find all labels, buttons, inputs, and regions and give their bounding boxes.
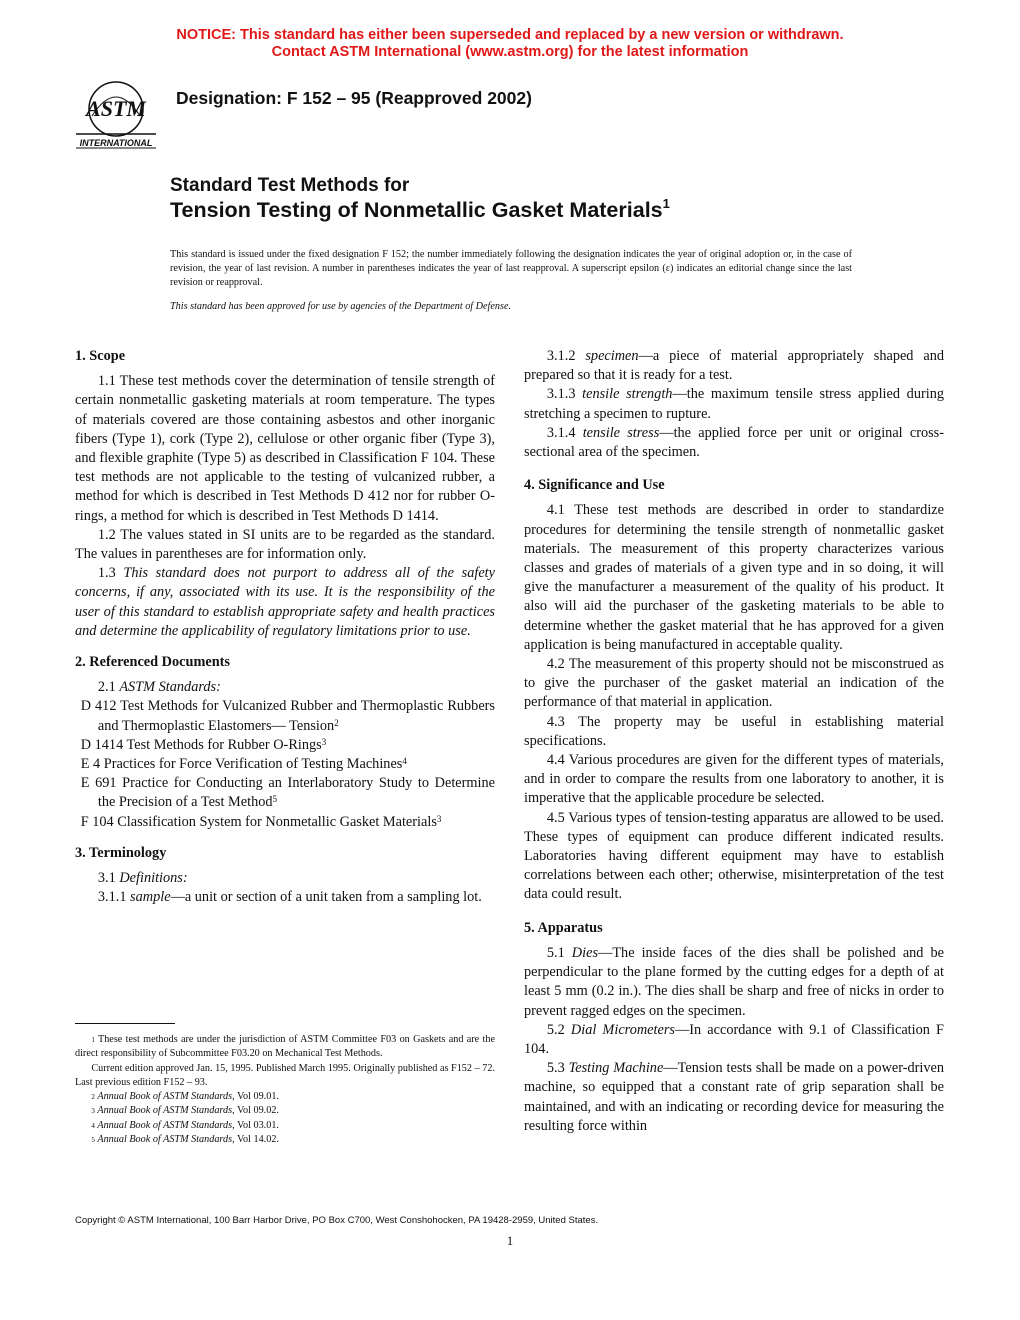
book-vol: , Vol 03.01.	[232, 1119, 279, 1131]
withdrawal-notice	[0, 27, 1020, 61]
footnote-book	[75, 1119, 495, 1133]
footnote-rule	[75, 1023, 175, 1024]
designation: Designation: F 152 – 95 (Reapproved 2002)	[176, 88, 532, 108]
notice-line-2: Contact ASTM International (www.astm.org) for the latest information	[271, 44, 749, 60]
book-vol: , Vol 09.02.	[232, 1105, 279, 1117]
footnote-mark: 3	[91, 1107, 95, 1116]
ref-text: E 691 Practice for Conducting an Interlaboratory Study to Determine the Precision of a Test Method	[80, 775, 495, 811]
ref-item	[75, 813, 495, 832]
book-vol: , Vol 09.01.	[232, 1091, 279, 1103]
footnote-edition: Current edition approved Jan. 15, 1995. Published March 1995. Originally published as F152 – 72. Last previous edition F152 – 93.	[75, 1062, 495, 1088]
apparatus-num: 5.2	[546, 1021, 565, 1038]
book-label: Annual Book of ASTM Standards	[97, 1119, 233, 1131]
definitions-sub-num: 3.1	[97, 870, 116, 887]
ref-sup: 5	[272, 794, 278, 805]
book-label: Annual Book of ASTM Standards	[97, 1105, 233, 1117]
ref-sup: 4	[402, 756, 407, 767]
apparatus-num: 5.1	[546, 944, 565, 961]
definition-num: 3.1.4	[546, 424, 576, 441]
notice-line-1: NOTICE: This standard has either been superseded and replaced by a new version or withdrawn.	[176, 27, 844, 43]
definition-item	[75, 888, 495, 907]
astm-logo	[72, 76, 160, 150]
definition-item	[524, 347, 944, 385]
page-number: 1	[506, 1233, 514, 1248]
logo-word: ASTM	[86, 96, 146, 121]
paragraph-1-2: 1.2 The values stated in SI units are to be regarded as the standard. The values in parentheses are for information only.	[75, 526, 495, 563]
ref-item	[75, 774, 495, 812]
section-heading-terminology: 3. Terminology	[75, 844, 167, 861]
footnote-mark: 5	[91, 1136, 95, 1145]
ref-sup: 2	[334, 717, 339, 728]
definitions-sub	[75, 869, 495, 888]
ref-text: F 104 Classification System for Nonmetallic Gasket Materials	[80, 813, 437, 830]
left-column	[75, 347, 495, 907]
book-label: Annual Book of ASTM Standards	[97, 1091, 233, 1103]
apparatus-item	[524, 1021, 944, 1059]
section-heading-apparatus: 5. Apparatus	[524, 919, 603, 936]
title-text: Tension Testing of Nonmetallic Gasket Materials	[170, 198, 663, 222]
apparatus-text: —Tension tests shall be made on a power-driven machine, so equipped that a constant rate of grip separation shall be maintained, and with an indicating or recording device for measuring the resulting force within	[524, 1060, 944, 1134]
footnotes	[75, 1033, 495, 1147]
apparatus-term: Dies	[571, 944, 599, 961]
definition-text: —the maximum tensile stress applied during stretching a specimen to rupture.	[524, 386, 945, 422]
definition-item	[524, 385, 944, 423]
definition-term: sample	[130, 889, 171, 906]
footnote-mark: 4	[91, 1121, 95, 1130]
definition-num: 3.1.2	[546, 348, 576, 364]
refs-sub	[75, 678, 495, 697]
ref-text: D 412 Test Methods for Vulcanized Rubber and Thermoplastic Rubbers and Thermoplastic Elastomers— Tension	[80, 698, 495, 734]
paragraph-1-3	[75, 564, 495, 641]
title-line-2	[170, 198, 670, 223]
ref-text: D 1414 Test Methods for Rubber O-Rings	[80, 736, 322, 753]
paragraph-1-3-num: 1.3	[97, 565, 116, 582]
refs-sub-num: 2.1	[97, 679, 116, 696]
right-column	[524, 347, 944, 1136]
paragraph-4-3: 4.3 The property may be useful in establishing material specifications.	[524, 713, 944, 749]
ref-text: E 4 Practices for Force Verification of Testing Machines	[80, 756, 403, 773]
ref-sup: 3	[436, 813, 442, 824]
ref-sup: 3	[321, 736, 327, 747]
definition-num: 3.1.3	[546, 386, 576, 403]
section-heading-scope: 1. Scope	[75, 348, 126, 364]
footnote-book	[75, 1104, 495, 1118]
definition-text: —a piece of material appropriately shaped and prepared so that it is ready for a test.	[524, 348, 944, 384]
footnote-1	[75, 1033, 495, 1062]
apparatus-text: —The inside faces of the dies shall be polished and be perpendicular to the plane formed by the cutting edges for a depth of at least 5 mm (0.2 in.). The dies shall be sharp and free of nicks in order to prevent ragged edges on the specimen.	[524, 944, 944, 1019]
paragraph-1-1: 1.1 These test methods cover the determination of tensile strength of certain nonmetallic gasketing materials at room temperature. The types of materials covered are those containing asbestos and other inorganic fibers (Type 1), cork (Type 2), cellulose or other organic fiber (Type 3), and flexible graphite (Type 5) as described in Classification F 104. These test methods are not applicable to the testing of vulcanized rubber, a method for which is described in Test Methods D 412 nor for rubber O-rings, a method for which is described in Test Methods D 1414.	[75, 373, 495, 524]
issue-note: This standard is issued under the fixed designation F 152; the number immediately following the designation indicates the year of original adoption or, in the case of revision, the year of last revision. A number in parentheses indicates the year of last reapproval. A superscript epsilon (ε) indicates an editorial change since the last revision or reapproval.	[170, 249, 852, 288]
title-line-1: Standard Test Methods for	[170, 175, 410, 196]
footnote-mark: 2	[91, 1093, 95, 1102]
footnote-book	[75, 1133, 495, 1147]
approval-note: This standard has been approved for use by agencies of the Department of Defense.	[170, 301, 512, 312]
apparatus-term: Testing Machine	[568, 1060, 664, 1077]
paragraph-4-1: 4.1 These test methods are described in order to standardize procedures for determining the tensile strength of nonmetallic gasket materials. The measurement of this property characterizes various classes and grades of materials of a given type and in so doing, it will give the manufacturer a measurement of the quality of his product. It also will aid the purchaser of the gasketing materials to be able to determine whether the gasket material that he has approved for a given application is being manufactured in acceptable quality.	[524, 502, 944, 653]
footnote-mark: 1	[91, 1036, 95, 1044]
ref-item	[75, 736, 495, 755]
book-vol: , Vol 14.02.	[232, 1134, 279, 1146]
definition-num: 3.1.1	[97, 889, 127, 906]
section-heading-refs: 2. Referenced Documents	[75, 654, 230, 671]
section-heading-significance: 4. Significance and Use	[524, 477, 665, 494]
refs-sub-label: ASTM Standards:	[119, 679, 221, 696]
definition-text: —the applied force per unit or original cross-sectional area of the specimen.	[524, 424, 944, 461]
definition-term: tensile stress	[582, 424, 660, 441]
ref-item	[75, 697, 495, 735]
title-footnote-mark: 1	[662, 196, 670, 211]
logo-sub: INTERNATIONAL	[79, 138, 153, 148]
apparatus-item	[524, 944, 944, 1021]
definition-item	[524, 424, 944, 462]
ref-item	[75, 755, 495, 774]
apparatus-item	[524, 1059, 944, 1136]
definition-term: tensile strength	[582, 386, 673, 403]
apparatus-term: Dial Micrometers	[570, 1021, 675, 1038]
definition-text: —a unit or section of a unit taken from a sampling lot.	[170, 889, 482, 906]
book-label: Annual Book of ASTM Standards	[97, 1134, 233, 1146]
apparatus-text: —In accordance with 9.1 of Classification F 104.	[524, 1021, 944, 1057]
paragraph-4-4: 4.4 Various procedures are given for the different types of materials, and in order to compare the results from one laboratory to another, it is imperative that the applicable procedure be selected.	[524, 752, 944, 807]
definitions-sub-label: Definitions:	[119, 870, 188, 887]
footnote-book	[75, 1090, 495, 1104]
safety-caveat: This standard does not purport to address all of the safety concerns, if any, associated with its use. It is the responsibility of the user of this standard to establish appropriate safety and health practices and determine the applicability of regulatory limitations prior to use.	[75, 565, 495, 639]
definition-term: specimen	[585, 348, 639, 364]
paragraph-4-5: 4.5 Various types of tension-testing apparatus are allowed to be used. These types of equipment can produce different indicated results. Laboratories having different equipment may have to establish correlations between each other; otherwise, misinterpretation of the test data could result.	[524, 809, 944, 903]
paragraph-4-2: 4.2 The measurement of this property should not be misconstrued as to give the purchaser of the gasket material an indication of the performance of that material in application.	[524, 656, 944, 711]
footnote-text: These test methods are under the jurisdiction of ASTM Committee F03 on Gaskets and are the direct responsibility of Subcommittee F03.20 on Mechanical Test Methods.	[75, 1034, 495, 1060]
apparatus-num: 5.3	[546, 1060, 565, 1077]
copyright: Copyright © ASTM International, 100 Barr Harbor Drive, PO Box C700, West Conshohocken, PA 19428-2959, United States.	[75, 1215, 599, 1226]
